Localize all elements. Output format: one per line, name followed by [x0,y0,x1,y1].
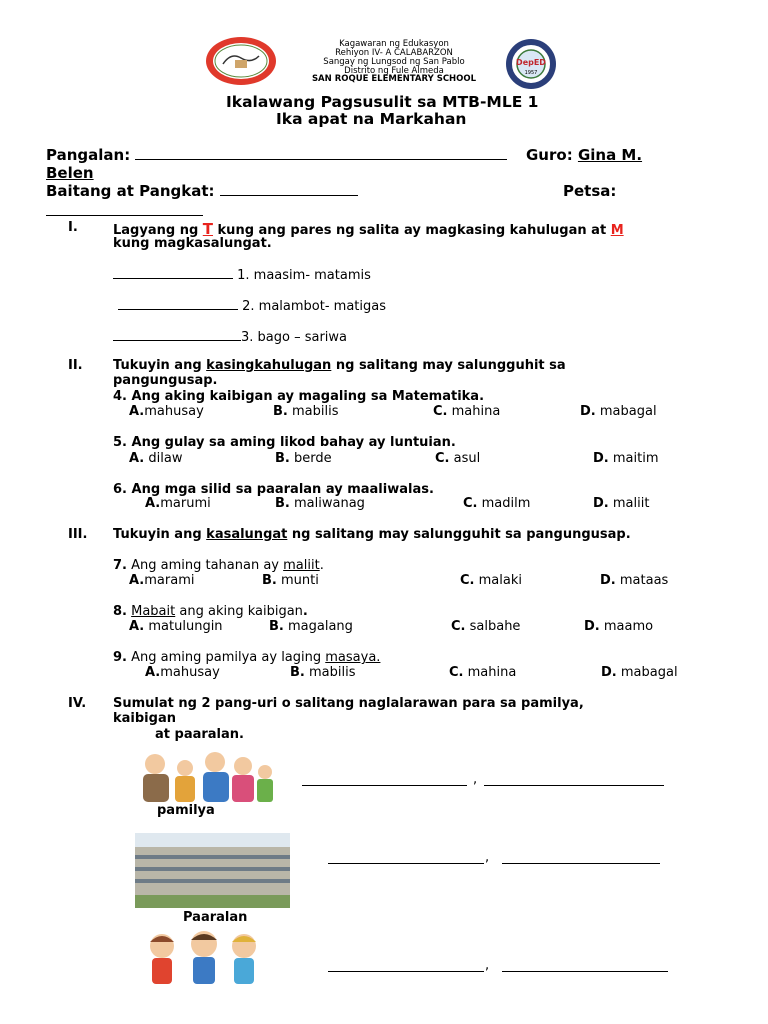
school-answer-2[interactable] [502,851,660,864]
grade-blank[interactable] [220,183,358,196]
q7-choice-b[interactable]: B. munti [262,573,319,588]
header-line2: Rehiyon IV- A CALABARZON [335,48,453,58]
deped-logo [498,38,564,90]
q6-choice-d[interactable]: D. maliit [593,496,650,511]
q6-choice-c[interactable]: C. madilm [463,496,531,511]
family-label: pamilya [157,803,215,818]
svg-text:DepED: DepED [516,58,546,67]
section4-number: IV. [68,696,87,711]
header-school: SAN ROQUE ELEMENTARY SCHOOL [311,74,477,84]
section2-instruction-cont: pangungusap. [113,373,218,388]
section1-instruction-cont: kung magkasalungat. [113,236,272,251]
q5-choice-a[interactable]: A. dilaw [129,451,183,466]
mark-t: T [202,220,214,238]
teacher-field [526,146,642,164]
q6-choice-a[interactable]: A.marumi [145,496,211,511]
section1-number: I. [68,220,78,235]
date-blank[interactable] [46,203,203,216]
q8-choice-d[interactable]: D. maamo [584,619,654,634]
section1-instruction: Lagyang ng T kung ang pares ng salita ay magkasing kahulugan at M [113,220,624,238]
date-label: Petsa: [563,182,617,200]
q4-choice-a[interactable]: A.mahusay [129,404,204,419]
question-8: 8. Mabait ang aking kaibigan. [113,604,308,619]
school-seal-logo [205,36,277,86]
comma-1: , [473,772,478,787]
family-illustration [125,752,280,804]
section3-instruction: Tukuyin ang kasalungat ng salitang may salungguhit sa pangungusap. [113,527,631,542]
q4-choice-d[interactable]: D. mabagal [580,404,657,419]
q7-choice-a[interactable]: A.marami [129,573,195,588]
q7-choice-c[interactable]: C. malaki [460,573,522,588]
school-label: Paaralan [183,910,248,925]
q8-choice-a[interactable]: A. matulungin [129,619,223,634]
exam-title: Ikalawang Pagsusulit sa MTB-MLE 1 [226,93,539,111]
exam-subtitle: Ika apat na Markahan [276,110,467,128]
name-field [46,146,507,164]
answer-blank-2[interactable] [118,297,238,310]
q9-choice-a[interactable]: A.mahusay [145,665,220,680]
mark-m: M [610,223,624,238]
comma-3: , [485,958,490,973]
section4-instruction-cont2: at paaralan. [155,727,244,742]
q9-choice-d[interactable]: D. mabagal [601,665,678,680]
name-label: Pangalan: [46,146,131,164]
q4-choice-c[interactable]: C. mahina [433,404,501,419]
question-7: 7. Ang aming tahanan ay maliit. [113,558,324,573]
grade-label: Baitang at Pangkat: [46,182,215,200]
answer-blank-1[interactable] [113,266,233,279]
q9-choice-b[interactable]: B. mabilis [290,665,356,680]
question-5: 5. Ang gulay sa aming likod bahay ay luntuian. [113,435,456,450]
family-answer-1[interactable] [302,773,467,786]
q4-choice-b[interactable]: B. mabilis [273,404,339,419]
section2-number: II. [68,358,83,373]
q6-choice-b[interactable]: B. maliwanag [275,496,365,511]
item-1: 1. maasim- matamis [113,266,371,283]
q5-choice-b[interactable]: B. berde [275,451,332,466]
school-building-photo [135,833,290,908]
svg-text:1957: 1957 [524,70,538,76]
family-answer-2[interactable] [484,773,664,786]
header-line4: Distrito ng Fule Almeda [344,66,444,76]
answer-blank-3[interactable] [113,328,241,341]
comma-2: , [485,850,490,865]
header-line3: Sangay ng Lungsod ng San Pablo [323,57,465,67]
item-2: 2. malambot- matigas [118,297,386,314]
q8-choice-c[interactable]: C. salbahe [451,619,521,634]
teacher-name: Gina M. [577,146,643,164]
school-answer-1[interactable] [328,851,484,864]
friends-answer-2[interactable] [502,959,668,972]
teacher-name-cont: Belen [46,164,94,182]
question-4: 4. Ang aking kaibigan ay magaling sa Matematika. [113,389,485,404]
section4-instruction: Sumulat ng 2 pang-uri o salitang naglalarawan para sa pamilya, [113,696,584,711]
grade-field [46,182,358,200]
q5-choice-d[interactable]: D. maitim [593,451,659,466]
q7-choice-d[interactable]: D. mataas [600,573,669,588]
section3-number: III. [68,527,88,542]
section2-instruction: Tukuyin ang kasingkahulugan ng salitang may salungguhit sa [113,358,566,373]
friends-illustration [140,930,270,988]
friends-answer-1[interactable] [328,959,484,972]
question-9: 9. Ang aming pamilya ay laging masaya. [113,650,381,665]
teacher-label: Guro: [526,146,573,164]
name-blank[interactable] [135,147,507,160]
question-6: 6. Ang mga silid sa paaralan ay maaliwalas. [113,482,434,497]
item-3: 3. bago – sariwa [113,328,347,345]
q9-choice-c[interactable]: C. mahina [449,665,517,680]
q5-choice-c[interactable]: C. asul [435,451,481,466]
header-line1: Kagawaran ng Edukasyon [339,39,449,49]
q8-choice-b[interactable]: B. magalang [269,619,353,634]
section4-instruction-cont: kaibigan [113,711,176,726]
